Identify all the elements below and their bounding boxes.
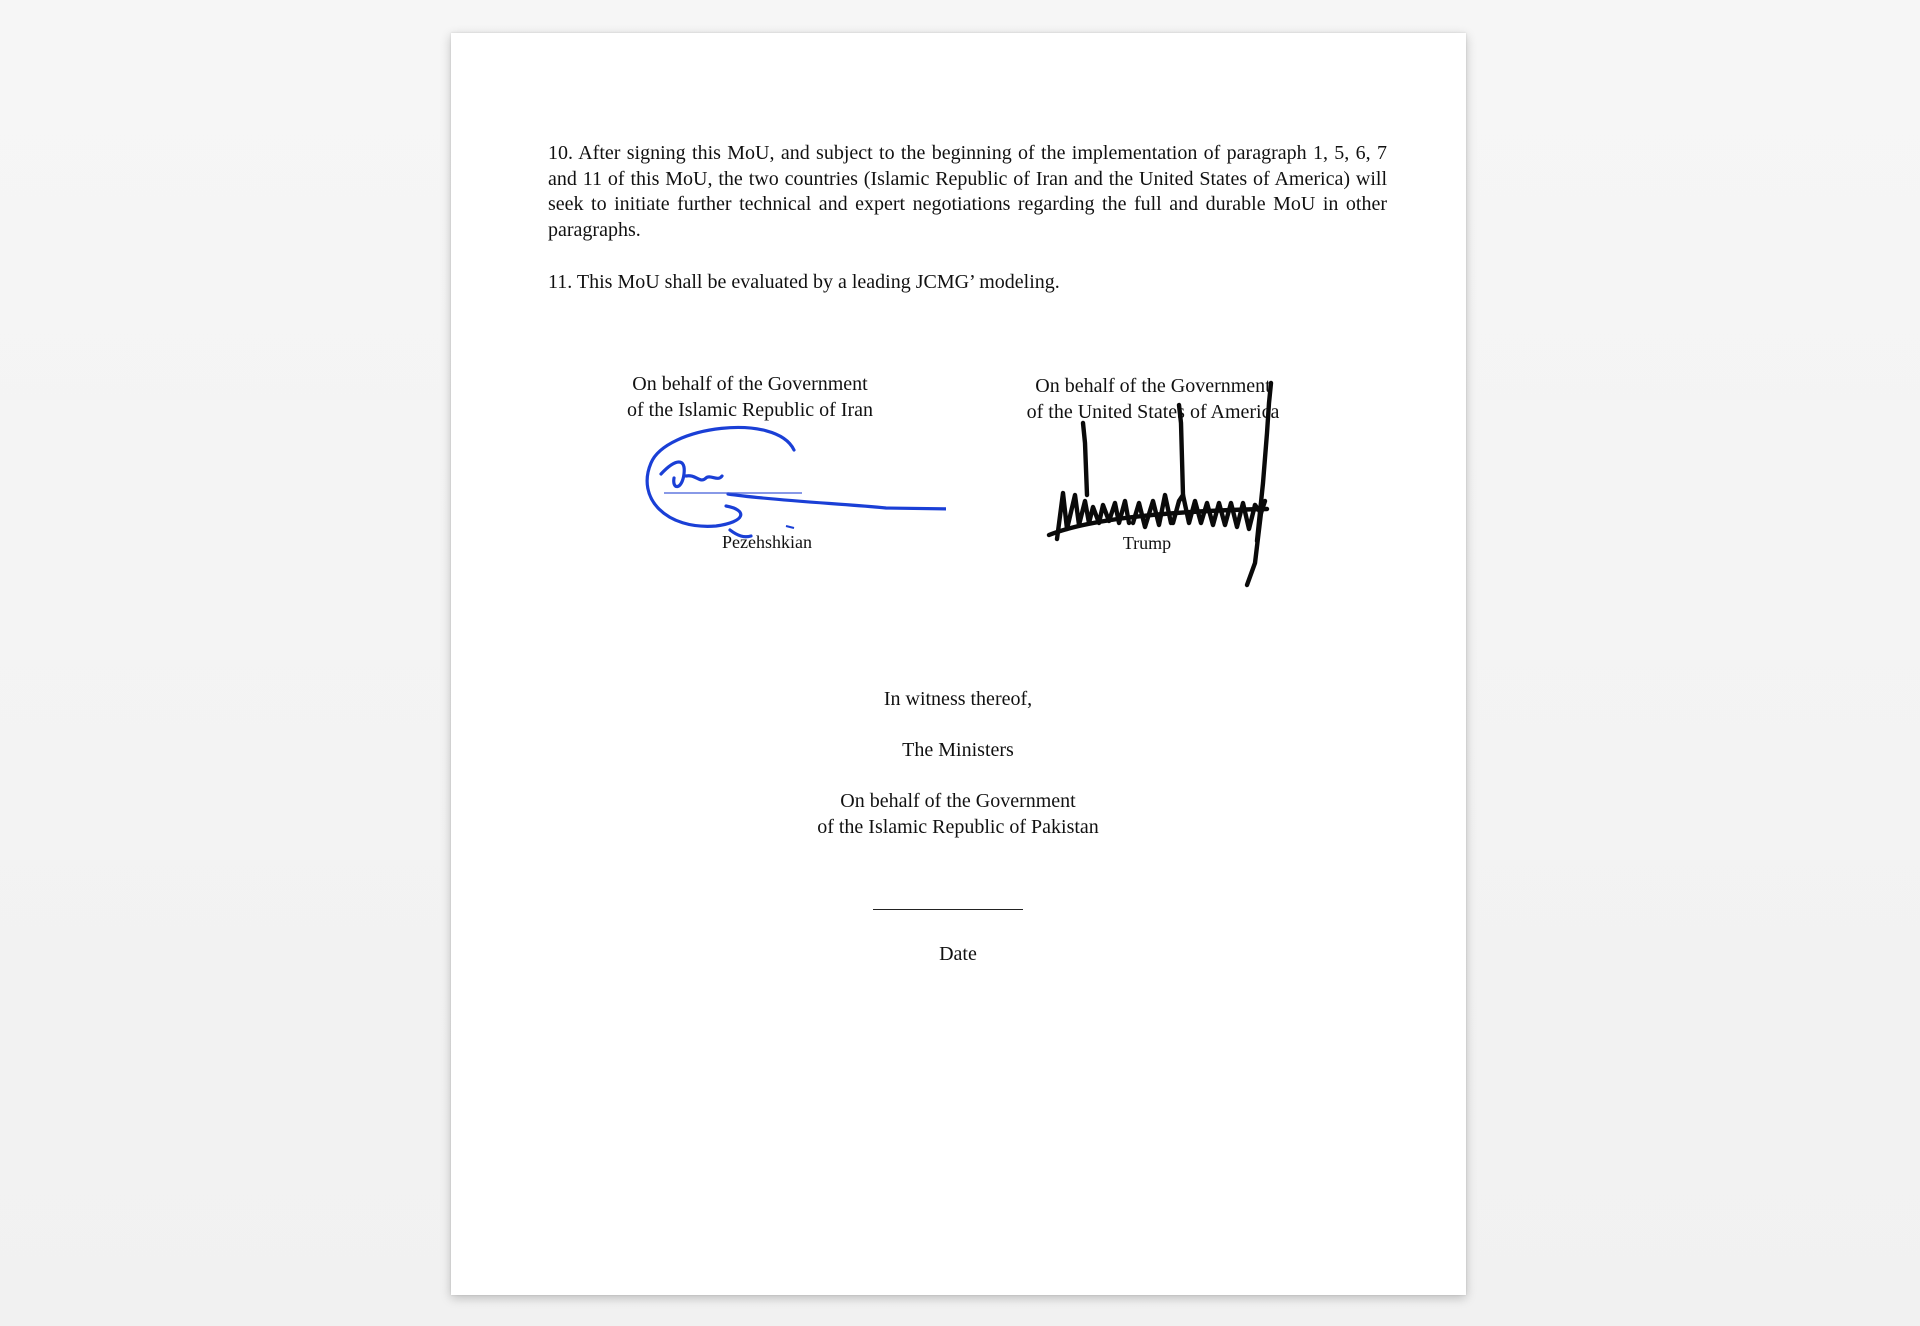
signatory-pakistan-line2: of the Islamic Republic of Pakistan [817, 816, 1099, 838]
signatory-usa-heading [973, 373, 1333, 425]
paragraph-10: 10. After signing this MoU, and subject to the beginning of the implementation of paragraph 1, 5, 6, 7 and 11 of this MoU, the two countries (Islamic Republic of Iran and the United States of America) will seek to initiate further technical and expert negotiations regarding the full and durable MoU in other paragraphs. [548, 142, 1387, 241]
signatory-usa-line1: On behalf of the Government [1035, 375, 1271, 397]
date-signature-line [873, 909, 1023, 910]
signatory-usa-name: Trump [1122, 533, 1172, 553]
signatory-usa-line2: of the United States of America [1026, 401, 1280, 423]
signature-pezeshkian [626, 418, 946, 578]
signatory-pakistan-line1: On behalf of the Government [840, 790, 1076, 812]
signatory-iran-line2: of the Islamic Republic of Iran [626, 399, 874, 421]
ministers-label: The Ministers [902, 739, 1014, 761]
signatory-iran-line1: On behalf of the Government [632, 373, 868, 395]
document-page [451, 33, 1466, 1295]
signatory-iran-heading [570, 371, 930, 423]
date-label: Date [939, 943, 977, 965]
signatory-pakistan-heading [658, 788, 1258, 840]
signatory-iran-name: Pezehshkian [722, 532, 812, 552]
paragraph-11: 11. This MoU shall be evaluated by a leading JCMG’ modeling. [548, 271, 1060, 293]
witness-statement: In witness thereof, [883, 688, 1033, 710]
